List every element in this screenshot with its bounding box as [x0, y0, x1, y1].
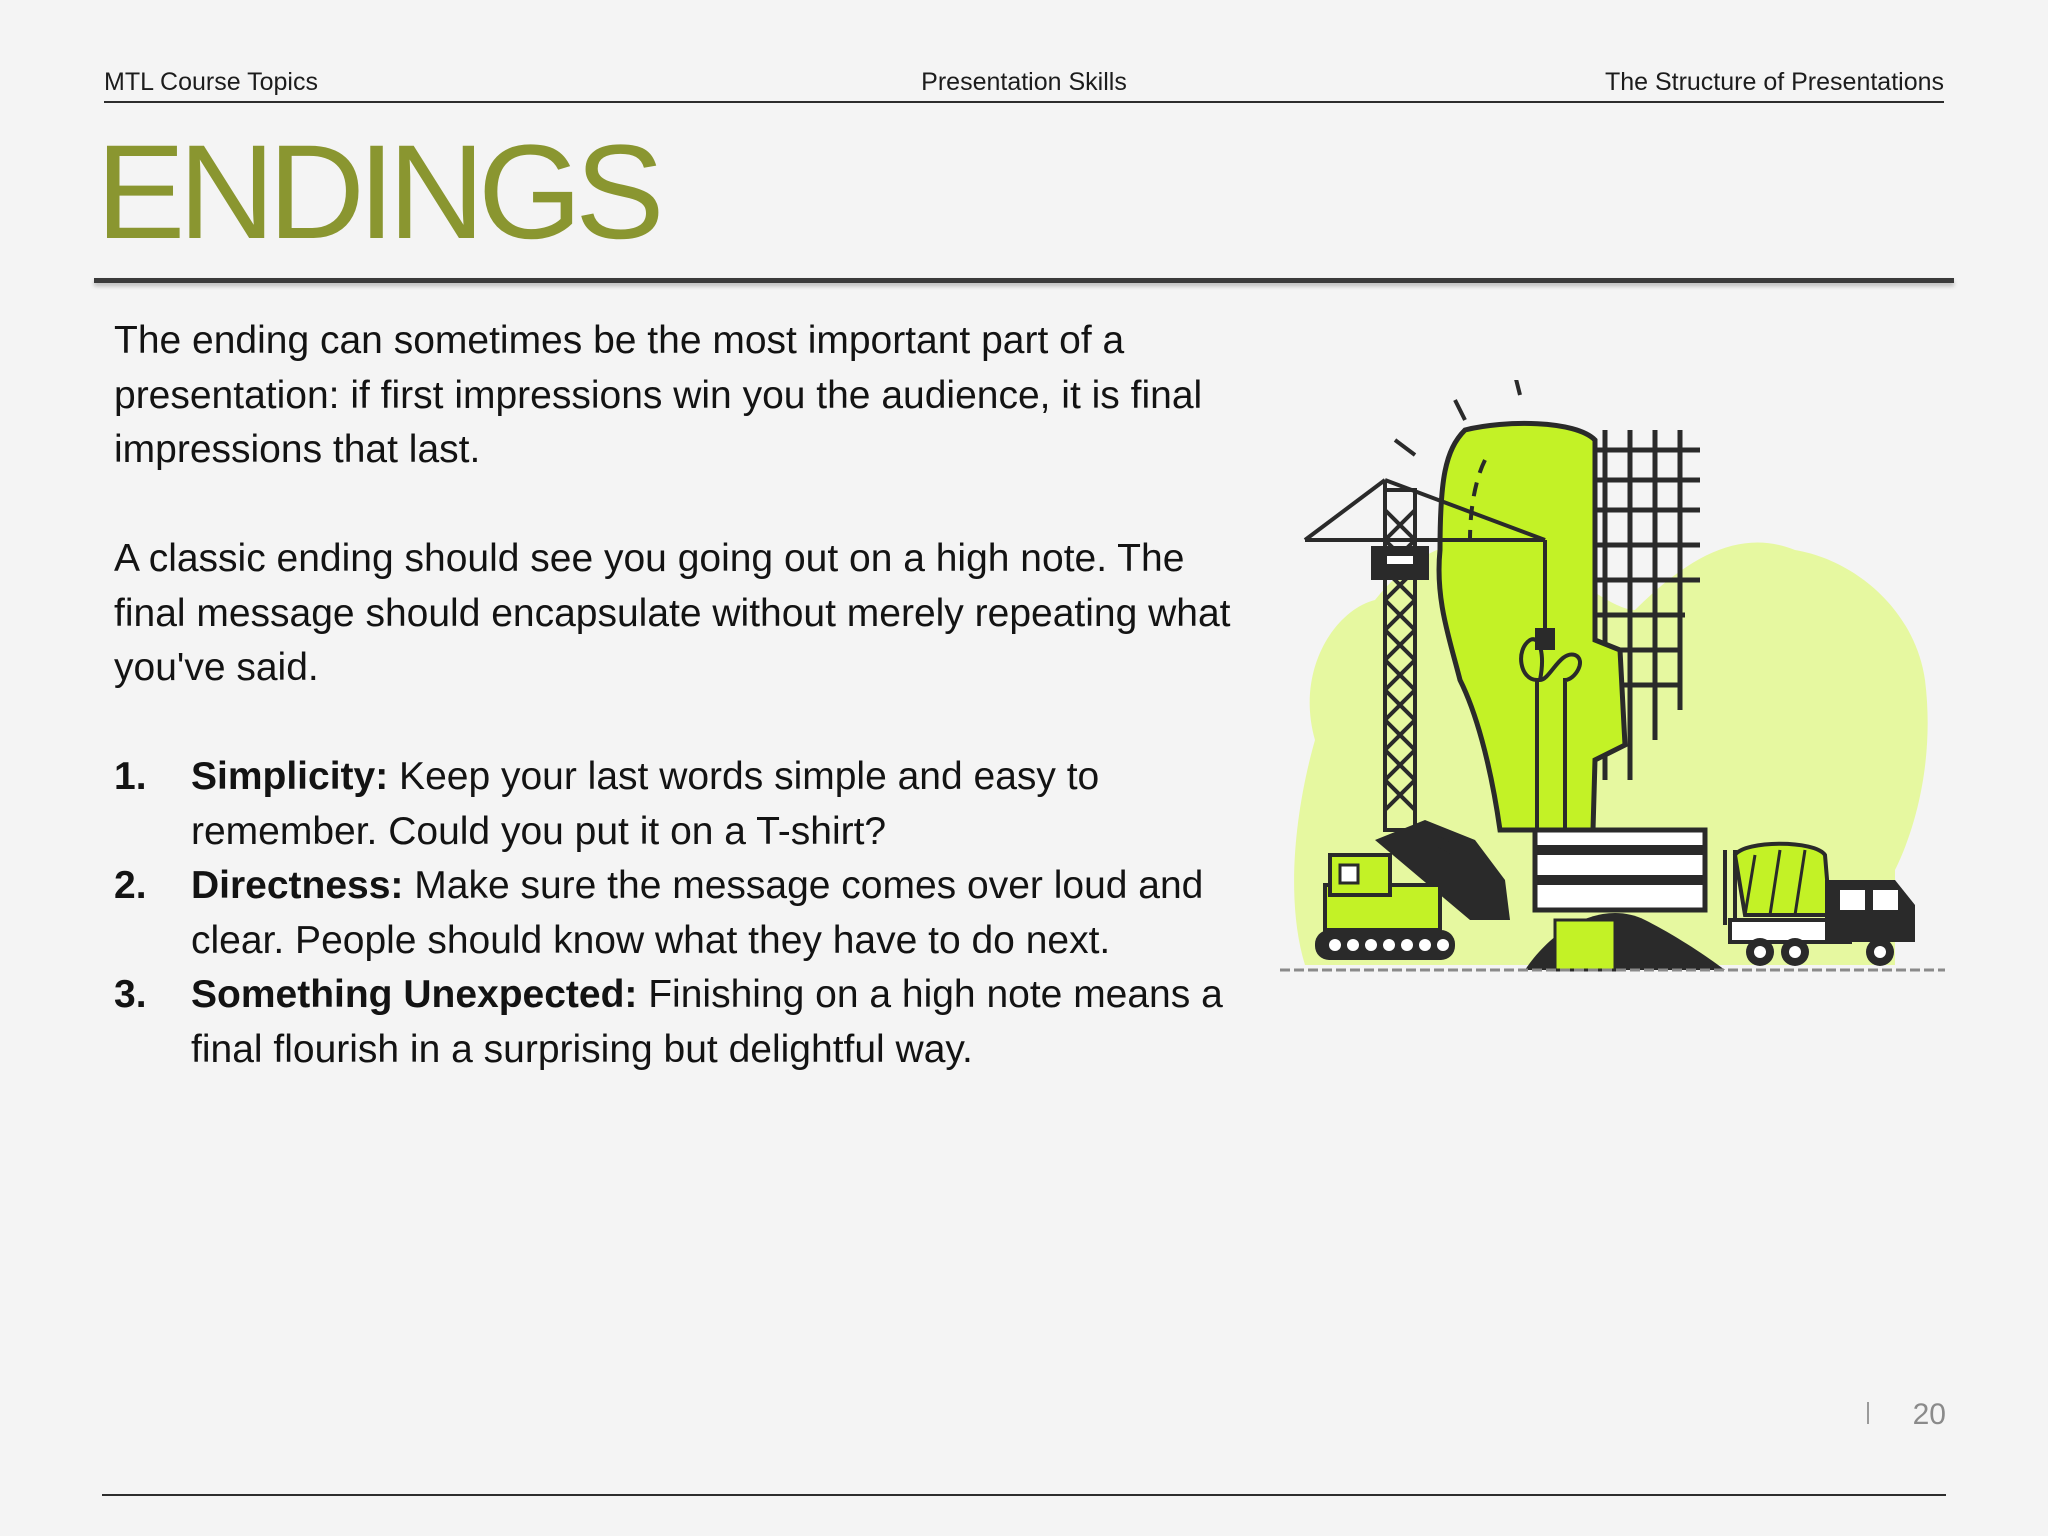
header-divider [104, 101, 1944, 103]
lightbulb-construction-illustration [1275, 380, 1950, 980]
slide-header [104, 64, 1944, 100]
classic-ending-paragraph: A classic ending should see you going out on a high note. The final message should encapsulate without merely repeating what you've said. [114, 537, 1231, 689]
list-item-text: Make sure the message comes over loud and clear. People should know what they have to do next. [191, 864, 1204, 962]
list-item-term: Something Unexpected: [191, 973, 638, 1016]
slide-title: ENDINGS [96, 118, 658, 267]
title-divider [94, 278, 1954, 283]
list-item-text: Keep your last words simple and easy to remember. Could you put it on a T-shirt? [191, 755, 1100, 853]
list-item-term: Directness: [191, 864, 404, 907]
list-item [114, 859, 1234, 968]
footer-divider [102, 1494, 1946, 1496]
intro-paragraph: The ending can sometimes be the most important part of a presentation: if first impressions win you the audience, it is final impressions that last. [114, 319, 1203, 471]
list-item-number: 1. [114, 755, 147, 798]
header-topic-label: Presentation Skills [921, 68, 1127, 96]
list-item-number: 3. [114, 973, 147, 1016]
list-item-number: 2. [114, 864, 147, 907]
slide-body [114, 314, 1234, 1077]
lightbulb-base [1535, 830, 1705, 910]
header-section-label: The Structure of Presentations [1604, 68, 1944, 96]
list-item-text: Finishing on a high note means a final flourish in a surprising but delightful way. [191, 973, 1223, 1071]
page-number: 20 [1912, 1398, 1946, 1431]
list-item [114, 750, 1234, 859]
page-number-divider [1867, 1402, 1869, 1424]
list-item [114, 968, 1234, 1077]
ending-tips-list [114, 750, 1234, 1077]
list-item-term: Simplicity: [191, 755, 389, 798]
header-course-label: MTL Course Topics [104, 68, 318, 96]
